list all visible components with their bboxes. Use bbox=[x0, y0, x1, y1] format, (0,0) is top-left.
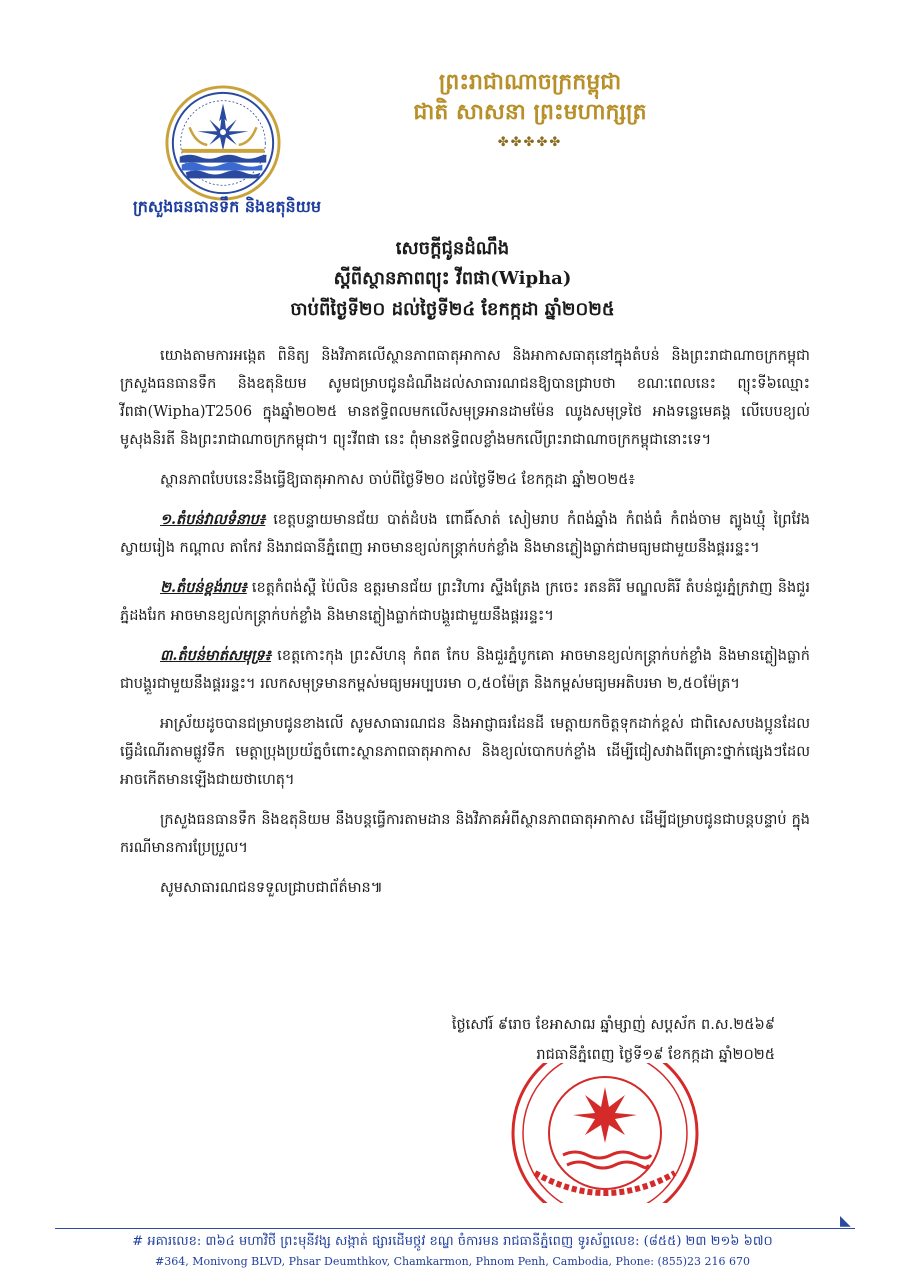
national-motto: ជាតិ សាសនា ព្រះមហាក្សត្រ bbox=[413, 99, 647, 125]
notice-period: ចាប់ពីថ្ងៃទី២០ ដល់ថ្ងៃទី២៤ ខែកក្កដា ឆ្នាំ២០២៥ bbox=[290, 299, 615, 320]
notice-body bbox=[120, 342, 810, 914]
notice-title: សេចក្ដីជូនដំណឹង bbox=[395, 238, 510, 259]
region-plateau-text: ខេត្តកំពង់ស្ពឺ ប៉ៃលិន ឧត្ដរមានជ័យ ព្រះវិហារ ស្ទឹងត្រែង ក្រចេះ រតនគិរី មណ្ឌលគិរី តំបន់ជួរភ្នំក្រវាញ និងជួរភ្នំដងរែក អាចមានខ្យល់កន្ត្រាក់បក់ខ្លាំង និងមានភ្លៀងធ្លាក់ជាបង្គួរជាមួយនឹងផ្គររន្ទះ។ bbox=[120, 580, 810, 624]
ministry-name: ក្រសួងធនធានទឹក និងឧតុនិយម bbox=[132, 197, 322, 216]
date-solar: រាជធានីភ្នំពេញ ថ្ងៃទី១៩ ខែកក្កដា ឆ្នាំ២០២៥ bbox=[536, 1047, 775, 1063]
region-coastal-heading: ៣.តំបន់មាត់សមុទ្រ៖ bbox=[160, 647, 271, 664]
footer-divider bbox=[55, 1228, 855, 1229]
region-lowland-heading: ១.តំបន់វាលទំនាប៖ bbox=[160, 511, 266, 528]
region-lowland-text: ខេត្តបន្ទាយមានជ័យ បាត់ដំបង ពោធិ៍សាត់ សៀមរាប កំពង់ឆ្នាំង កំពង់ធំ កំពង់ចាម ត្បូងឃ្មុំ ព្រៃវែង ស្វាយរៀង កណ្ដាល តាកែវ និងរាជធានីភ្នំពេញ អាចមានខ្យល់កន្ត្រាក់បក់ខ្លាំង និងមានភ្លៀងធ្លាក់ជាមធ្យមជាមួយនឹងផ្គររន្ទះ។ bbox=[120, 512, 810, 556]
footer-address-english: #364, Monivong BLVD, Phsar Deumthkov, Chamkarmon, Phnom Penh, Cambodia, Phone: (855)23 216 670 bbox=[154, 1255, 751, 1268]
notice-subject: ស្ដីពីស្ថានភាពព្យុះ វីពផា(Wipha) bbox=[333, 268, 572, 289]
ministry-logo-icon bbox=[164, 84, 282, 202]
region-plateau-heading: ២.តំបន់ខ្ពង់រាប៖ bbox=[160, 579, 247, 596]
kingdom-title: ព្រះរាជាណាចក្រកម្ពុជា bbox=[438, 69, 622, 95]
footer-address-khmer: # អគារលេខ: ៣៦៤ មហាវិថី ព្រះមុនីវង្ស សង្កាត់ ផ្សារដើមថ្កូវ ខណ្ឌ ចំការមន រាជធានីភ្នំពេញ ទូរស័ព្ទលេខ: (៨៥៥) ២៣ ២១៦ ៦៧០ bbox=[132, 1234, 773, 1249]
date-lunar: ថ្ងៃសៅរ៍ ៩រោច ខែអាសាឍ ឆ្នាំម្សាញ់ សប្ដស័ក ព.ស.២៥៦៩ bbox=[451, 1017, 775, 1033]
region-plateau bbox=[120, 574, 810, 630]
official-stamp-icon bbox=[505, 1063, 705, 1203]
corner-mark-icon: ◣ bbox=[840, 1213, 851, 1229]
ornament-divider: ✤✤✤✤✤ bbox=[497, 135, 563, 150]
region-coastal bbox=[120, 642, 810, 698]
advice-paragraph: អាស្រ័យដូចបានជម្រាបជូនខាងលើ សូមសាធារណជន និងអាជ្ញាធរដែនដី មេត្តាយកចិត្តទុកដាក់ខ្ពស់ ជាពិសេសបងប្អូនដែលធ្វើដំណើរតាមផ្លូវទឹក មេត្តាប្រុងប្រយ័ត្នចំពោះស្ថានភាពធាតុអាកាស និងខ្យល់បោកបក់ខ្លាំង ដើម្បីជៀសវាងពីគ្រោះថ្នាក់ផ្សេងៗដែលអាចកើតមានឡើងជាយថាហេតុ។ bbox=[120, 716, 810, 788]
intro-paragraph: យោងតាមការអង្កេត ពិនិត្យ និងវិភាគលើស្ថានភាពធាតុអាកាស និងអាកាសធាតុនៅក្នុងតំបន់ និងព្រះរាជាណាចក្រកម្ពុជា ក្រសួងធនធានទឹក និងឧតុនិយម សូមជម្រាបជូនដំណឹងដល់សាធារណជនឱ្យបានជ្រាបថា ខណៈពេលនេះ ព្យុះទី៦ឈ្មោះ វីពផា(Wipha)T2506 ក្នុងឆ្នាំ២០២៥ មានឥទ្ធិពលមកលើសមុទ្រអានដាមម៉ែន ឈូងសមុទ្រថៃ អាងទន្លេមេគង្គ លើបេបខ្យល់មូសុងនិរតី និងព្រះរាជាណាចក្រកម្ពុជា។ ព្យុះវីពផា នេះ ពុំមានឥទ្ធិពលខ្លាំងមកលើព្រះរាជាណាចក្រកម្ពុជានោះទេ។ bbox=[120, 348, 810, 448]
forecast-intro: ស្ថានភាពបែបនេះនឹងធ្វើឱ្យធាតុអាកាស ចាប់ពីថ្ងៃទី២០ ដល់ថ្ងៃទី២៤ ខែកក្កដា ឆ្នាំ២០២៥៖ bbox=[160, 472, 635, 488]
monitoring-paragraph: ក្រសួងធនធានទឹក និងឧតុនិយម នឹងបន្តធ្វើការតាមដាន និងវិភាគអំពីស្ថានភាពធាតុអាកាស ដើម្បីជម្រាបជូនជាបន្តបន្ទាប់ ក្នុងករណីមានការប្រែប្រួល។ bbox=[120, 812, 810, 856]
region-lowland bbox=[120, 506, 810, 562]
closing-paragraph: សូមសាធារណជនទទួលជ្រាបជាព័ត៌មាន៕ bbox=[160, 880, 383, 896]
region-coastal-text: ខេត្តកោះកុង ព្រះសីហនុ កំពត កែប និងជួរភ្នំបូកគោ អាចមានខ្យល់កន្ត្រាក់បក់ខ្លាំង និងមានភ្លៀងធ្លាក់ជាបង្គួរជាមួយនឹងផ្គររន្ទះ។ រលកសមុទ្រមានកម្ពស់មធ្យមអប្បបរមា ០,៥០ម៉ែត្រ និងកម្ពស់មធ្យមអតិបរមា ២,៥០ម៉ែត្រ។ bbox=[120, 648, 810, 692]
